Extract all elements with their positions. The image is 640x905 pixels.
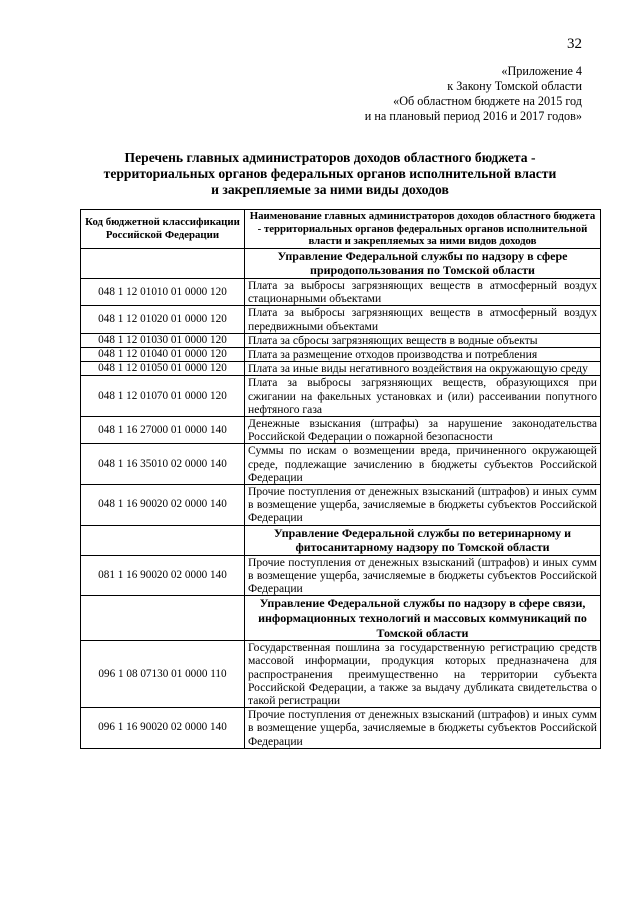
title-line: Перечень главных администраторов доходов областного бюджета - [124,150,536,165]
section-title: Управление Федеральной службы по надзору в сфере природопользования по Томской области [245,248,601,278]
budget-code-cell: 096 1 16 90020 02 0000 140 [81,708,245,749]
table-row [81,333,601,347]
revenue-name-cell: Плата за выбросы загрязняющих веществ в атмосферный воздух передвижными объектами [245,306,601,333]
revenue-name-cell: Государственная пошлина за государственную регистрацию средств массовой информации, продукция которых предназначена для распространения преимущественно на территории субъекта Российской Федерации, а также за выдачу дубликата свидетельства о такой регистрации [245,641,601,708]
budget-code-cell: 048 1 12 01040 01 0000 120 [81,347,245,361]
revenue-name-cell: Плата за иные виды негативного воздействия на окружающую среду [245,362,601,376]
budget-code-cell: 048 1 12 01050 01 0000 120 [81,362,245,376]
table-row [81,417,601,444]
title-line: территориальных органов федеральных органов исполнительной власти [103,166,557,181]
table-row [81,444,601,485]
table-row [81,306,601,333]
revenue-name-cell: Прочие поступления от денежных взысканий (штрафов) и иных сумм в возмещение ущерба, зачисляемые в бюджеты субъектов Российской Федерации [245,485,601,526]
header-name: Наименование главных администраторов доходов областного бюджета - территориальных органов федеральных органов исполнительной власти и закрепляемых за ними видов доходов [245,210,601,249]
budget-code-cell: 048 1 12 01030 01 0000 120 [81,333,245,347]
revenue-name-cell: Суммы по искам о возмещении вреда, причиненного окружающей среде, подлежащие зачислению в бюджеты субъектов Российской Федерации [245,444,601,485]
section-code-cell [81,525,245,555]
table-row [81,708,601,749]
table-row [81,485,601,526]
section-title: Управление Федеральной службы по ветеринарному и фитосанитарному надзору по Томской области [245,525,601,555]
table-row [81,347,601,361]
header-code: Код бюджетной классификации Российской Федерации [81,210,245,249]
appendix-header [282,64,582,124]
table-row [81,278,601,305]
table-row [81,555,601,596]
section-row [81,596,601,641]
revenue-name-cell: Прочие поступления от денежных взысканий (штрафов) и иных сумм в возмещение ущерба, зачисляемые в бюджеты субъектов Российской Федерации [245,555,601,596]
budget-code-cell: 048 1 12 01070 01 0000 120 [81,376,245,417]
table-row [81,641,601,708]
budget-code-cell: 048 1 12 01010 01 0000 120 [81,278,245,305]
budget-code-cell: 048 1 16 90020 02 0000 140 [81,485,245,526]
appendix-line: и на плановый период 2016 и 2017 годов» [364,109,582,123]
appendix-line: «Приложение 4 [501,64,582,78]
revenue-name-cell: Плата за сбросы загрязняющих веществ в водные объекты [245,333,601,347]
revenue-name-cell: Прочие поступления от денежных взысканий (штрафов) и иных сумм в возмещение ущерба, зачисляемые в бюджеты субъектов Российской Федерации [245,708,601,749]
revenue-name-cell: Плата за выбросы загрязняющих веществ в атмосферный воздух стационарными объектами [245,278,601,305]
section-code-cell [81,596,245,641]
budget-code-cell: 048 1 16 35010 02 0000 140 [81,444,245,485]
revenue-name-cell: Денежные взыскания (штрафы) за нарушение законодательства Российской Федерации о пожарной безопасности [245,417,601,444]
budget-code-cell: 048 1 16 27000 01 0000 140 [81,417,245,444]
table-row [81,376,601,417]
administrators-table [80,209,601,749]
appendix-line: «Об областном бюджете на 2015 год [393,94,582,108]
budget-code-cell: 081 1 16 90020 02 0000 140 [81,555,245,596]
section-code-cell [81,248,245,278]
table-header-row [81,210,601,249]
budget-code-cell: 048 1 12 01020 01 0000 120 [81,306,245,333]
page-number: 32 [567,36,582,52]
table-row [81,362,601,376]
section-row [81,525,601,555]
document-title [80,150,580,198]
revenue-name-cell: Плата за размещение отходов производства и потребления [245,347,601,361]
appendix-line: к Закону Томской области [447,79,582,93]
table-body [81,248,601,748]
revenue-name-cell: Плата за выбросы загрязняющих веществ, образующихся при сжигании на факельных установках и (или) рассеивании попутного нефтяного газа [245,376,601,417]
title-line: и закрепляемые за ними виды доходов [211,182,449,197]
section-title: Управление Федеральной службы по надзору в сфере связи, информационных технологий и массовых коммуникаций по Томской области [245,596,601,641]
section-row [81,248,601,278]
budget-code-cell: 096 1 08 07130 01 0000 110 [81,641,245,708]
